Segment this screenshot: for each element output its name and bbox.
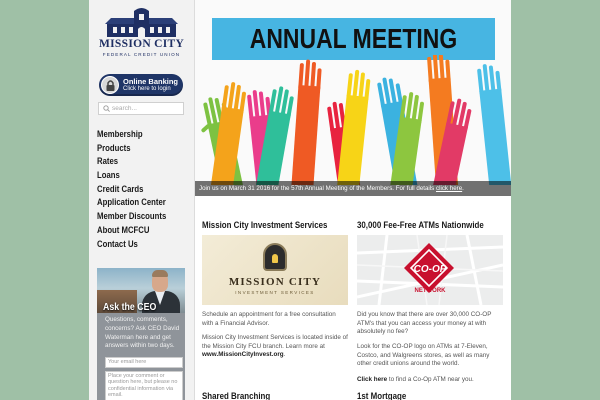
hero-caption [195, 181, 511, 196]
lantern-icon [263, 243, 287, 271]
nav-item-membership[interactable]: Membership [97, 129, 143, 139]
investment-text-1: Schedule an appointment for a free consultation with a Financial Advisor. [202, 311, 336, 327]
investment-text-2-end: . [283, 351, 286, 359]
search-input[interactable] [112, 103, 180, 114]
hand-icon [335, 69, 371, 185]
hero-title: ANNUAL MEETING [249, 23, 458, 54]
ceo-comment-field[interactable]: Place your comment or question here, but please no confidential information via email. [105, 371, 183, 400]
investment-link[interactable]: www.MissionCityInvest.org [202, 351, 284, 359]
sidebar [89, 0, 195, 400]
ceo-photo[interactable] [97, 268, 185, 313]
ceo-email-field[interactable]: Your email here [105, 357, 183, 368]
hand-icon [477, 63, 511, 185]
nav-item-contact[interactable]: Contact Us [97, 238, 138, 249]
online-banking-button[interactable] [99, 74, 183, 96]
lock-icon [101, 76, 119, 94]
logo-name: MISSION CITY [99, 38, 185, 50]
hero-title-band [212, 18, 495, 60]
nav-item-credit-cards[interactable]: Credit Cards [97, 183, 144, 194]
ceo-hair [152, 270, 168, 277]
nav-item-products[interactable]: Products [97, 142, 131, 153]
ask-the-ceo-label: Ask the CEO [103, 302, 157, 313]
nav-item-about[interactable]: About MCFCU [97, 224, 150, 235]
coop-map-image[interactable] [357, 235, 503, 305]
investment-text-2-body: Mission City Investment Services is located inside of the Mission City FCU branch. Learn more at [202, 334, 348, 350]
hand-icon [291, 59, 322, 185]
page [89, 0, 511, 400]
investment-image-sub: INVESTMENT SERVICES [235, 290, 315, 295]
hero-caption-text: Join us on March 31 2016 for the 57th Annual Meeting of the Members. For full details [199, 185, 435, 192]
investment-text-2 [202, 334, 348, 360]
investment-services-image[interactable] [202, 235, 348, 305]
hero-banner[interactable] [195, 0, 511, 196]
nav-item-loans[interactable]: Loans [97, 170, 120, 181]
atm-heading[interactable]: 30,000 Fee-Free ATMs Nationwide [357, 220, 484, 230]
atm-text-2: Look for the CO-OP logo on ATMs at 7-Eleven, Costco, and Walgreens stores, as well as many other credit unions around the world. [357, 343, 490, 368]
ask-ceo-form [97, 313, 185, 400]
atm-text-3-body: to find a Co-Op ATM near you. [388, 376, 474, 383]
mortgage-heading[interactable]: 1st Mortgage [357, 391, 407, 400]
investment-image-name: MISSION CITY [228, 276, 322, 288]
hero-caption-end: . [462, 185, 464, 192]
logo[interactable] [99, 8, 184, 58]
nav-item-rates[interactable]: Rates [97, 156, 119, 167]
nav-item-application-center[interactable]: Application Center [97, 197, 166, 208]
investment-heading[interactable]: Mission City Investment Services [202, 220, 328, 230]
main-nav [97, 128, 178, 251]
ask-ceo-text: Questions, comments, concerns? Ask CEO David Waterman here and get answers within two days. [105, 316, 180, 350]
search-box [98, 102, 184, 115]
search-icon[interactable] [103, 105, 110, 112]
atm-text-3 [357, 376, 505, 385]
shared-branching-heading[interactable]: Shared Branching [202, 391, 271, 400]
coop-logo-network: NETWORK [414, 288, 446, 294]
online-banking-subtitle: Click here to login [123, 86, 171, 92]
coop-logo-name: CO-OP [413, 264, 447, 275]
online-banking-title: Online Banking [123, 77, 179, 86]
logo-subtitle: FEDERAL CREDIT UNION [102, 52, 181, 57]
raised-hands-illustration [195, 55, 511, 185]
atm-text-1: Did you know that there are over 30,000 CO-OP ATM's that you can access your money at with absolutely no fee? [357, 311, 492, 336]
hero-details-link[interactable]: click here [436, 185, 463, 192]
atm-find-link[interactable]: Click here [357, 376, 388, 383]
mission-building-icon [99, 8, 184, 38]
nav-item-member-discounts[interactable]: Member Discounts [97, 211, 167, 222]
